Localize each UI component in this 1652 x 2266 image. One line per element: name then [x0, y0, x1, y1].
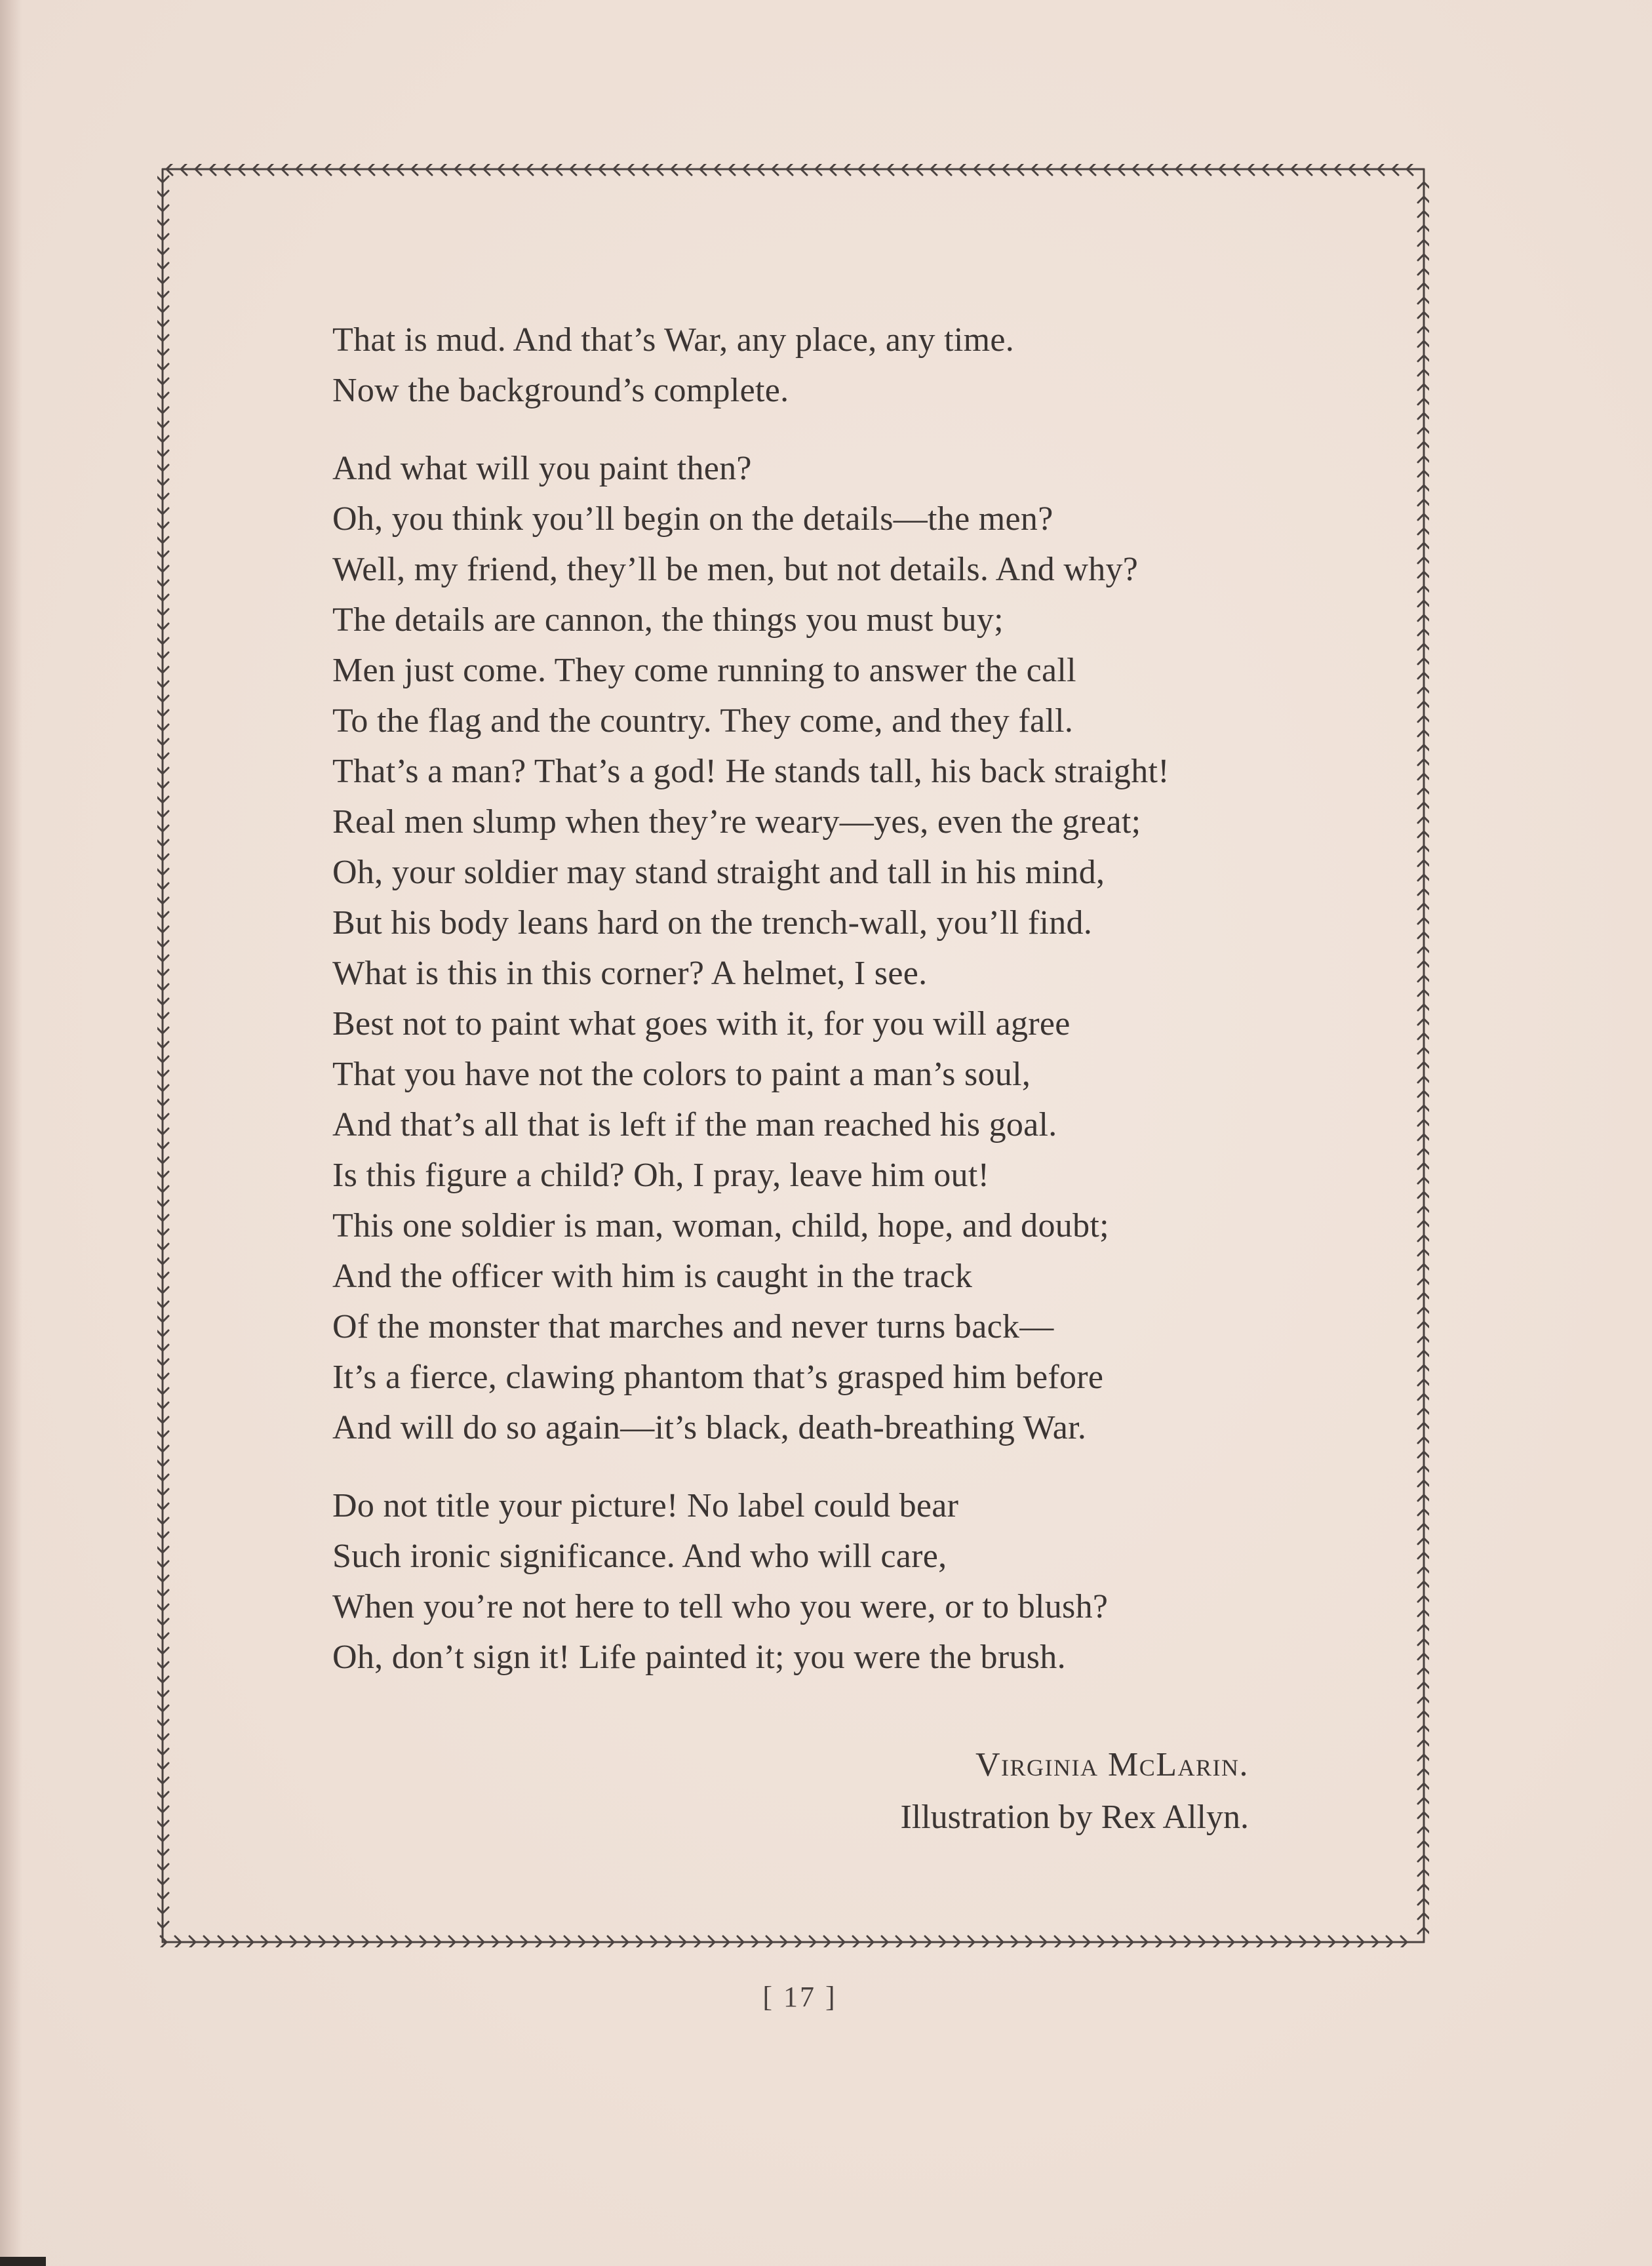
poem-line: Oh, you think you’ll begin on the details—the men?: [332, 500, 1053, 538]
poem-line: Oh, your soldier may stand straight and tall in his mind,: [332, 854, 1105, 891]
poem-line: That’s a man? That’s a god! He stands tall, his back straight!: [332, 753, 1170, 790]
poem-line: What is this in this corner? A helmet, I see.: [332, 955, 928, 992]
stanza: [332, 1481, 1355, 1682]
poem-line: Well, my friend, they’ll be men, but not details. And why?: [332, 551, 1139, 588]
author-name: Virginia McLarin.: [975, 1746, 1249, 1783]
binding-edge: [0, 2257, 46, 2266]
binding-shadow: [0, 0, 22, 2266]
poem-line: To the flag and the country. They come, and they fall.: [332, 702, 1074, 740]
poem-line: Do not title your picture! No label could bear: [332, 1487, 959, 1524]
illustration-credit: Illustration by Rex Allyn.: [900, 1799, 1249, 1836]
poem-line: Now the background’s complete.: [332, 372, 789, 409]
stanza: [332, 443, 1355, 1453]
poem-line: And the officer with him is caught in the track: [332, 1258, 973, 1295]
poem-line: And what will you paint then?: [332, 450, 752, 487]
poem-line: Such ironic significance. And who will care,: [332, 1538, 947, 1575]
poem-line: The details are cannon, the things you must buy;: [332, 601, 1004, 639]
poem-line: It’s a fierce, clawing phantom that’s grasped him before: [332, 1359, 1104, 1396]
poem-line: That is mud. And that’s War, any place, any time.: [332, 321, 1015, 359]
poem-line: That you have not the colors to paint a man’s soul,: [332, 1056, 1031, 1093]
page-number: [ 17 ]: [762, 1981, 837, 2013]
signature-block: [900, 1739, 1249, 1844]
poem-line: Oh, don’t sign it! Life painted it; you were the brush.: [332, 1639, 1066, 1676]
poem-line: Is this figure a child? Oh, I pray, leave him out!: [332, 1157, 990, 1194]
poem-line: Best not to paint what goes with it, for you will agree: [332, 1005, 1071, 1043]
poem-line: But his body leans hard on the trench-wall, you’ll find.: [332, 904, 1093, 942]
poem-line: Of the monster that marches and never turns back—: [332, 1308, 1054, 1345]
poem-line: And that’s all that is left if the man reached his goal.: [332, 1106, 1057, 1143]
stanza: [332, 315, 1355, 416]
poem-line: And will do so again—it’s black, death-breathing War.: [332, 1409, 1087, 1446]
poem-body: [332, 315, 1355, 1710]
poem-line: This one soldier is man, woman, child, hope, and doubt;: [332, 1207, 1109, 1244]
poem-line: When you’re not here to tell who you were, or to blush?: [332, 1588, 1109, 1625]
poem-line: Men just come. They come running to answer the call: [332, 652, 1076, 689]
poem-line: Real men slump when they’re weary—yes, even the great;: [332, 803, 1141, 841]
